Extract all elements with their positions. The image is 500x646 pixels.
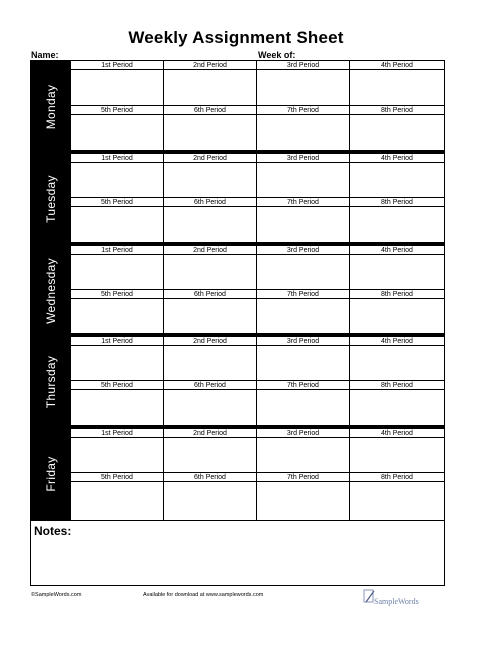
assignment-box[interactable] <box>257 115 350 153</box>
period-header: 6th Period <box>164 290 257 299</box>
period-header: 4th Period <box>350 61 444 70</box>
day-block-tuesday <box>31 153 444 245</box>
period-header: 2nd Period <box>164 429 257 438</box>
assignment-box[interactable] <box>350 346 444 381</box>
period-header: 7th Period <box>257 381 350 390</box>
period-header: 4th Period <box>350 337 444 346</box>
period-header: 8th Period <box>350 290 444 299</box>
period-header: 3rd Period <box>257 154 350 163</box>
period-header: 3rd Period <box>257 429 350 438</box>
period-header: 5th Period <box>71 381 164 390</box>
assignment-box[interactable] <box>71 70 164 106</box>
day-label <box>31 245 71 337</box>
period-header: 6th Period <box>164 381 257 390</box>
period-header: 6th Period <box>164 198 257 207</box>
assignment-box[interactable] <box>350 115 444 153</box>
period-header: 4th Period <box>350 154 444 163</box>
samplewords-logo <box>362 586 432 610</box>
assignment-box[interactable] <box>71 163 164 198</box>
period-header: 3rd Period <box>257 337 350 346</box>
period-header: 8th Period <box>350 198 444 207</box>
day-name: Thursday <box>44 355 58 409</box>
logo-text: SampleWords <box>374 597 419 606</box>
assignment-box[interactable] <box>257 163 350 198</box>
day-block-monday <box>31 61 444 153</box>
period-header: 2nd Period <box>164 61 257 70</box>
day-block-friday <box>31 428 444 520</box>
period-header: 8th Period <box>350 473 444 482</box>
assignment-box[interactable] <box>350 207 444 245</box>
assignment-box[interactable] <box>350 70 444 106</box>
assignment-box[interactable] <box>257 482 350 520</box>
assignment-box[interactable] <box>164 390 257 428</box>
assignment-box[interactable] <box>350 163 444 198</box>
assignment-box[interactable] <box>71 482 164 520</box>
assignment-box[interactable] <box>257 255 350 290</box>
period-header: 4th Period <box>350 429 444 438</box>
assignment-box[interactable] <box>71 115 164 153</box>
notes-area[interactable] <box>31 520 444 586</box>
day-label <box>31 336 71 428</box>
period-header: 7th Period <box>257 106 350 115</box>
period-header: 1st Period <box>71 61 164 70</box>
assignment-box[interactable] <box>164 438 257 473</box>
assignment-box[interactable] <box>71 207 164 245</box>
assignment-box[interactable] <box>164 163 257 198</box>
assignment-box[interactable] <box>164 482 257 520</box>
day-name: Monday <box>44 84 58 130</box>
period-header: 5th Period <box>71 198 164 207</box>
period-header: 7th Period <box>257 198 350 207</box>
period-header: 3rd Period <box>257 61 350 70</box>
period-header: 1st Period <box>71 337 164 346</box>
period-header: 2nd Period <box>164 337 257 346</box>
assignment-box[interactable] <box>164 346 257 381</box>
assignment-box[interactable] <box>257 70 350 106</box>
day-label <box>31 428 71 520</box>
period-header: 4th Period <box>350 246 444 255</box>
assignment-box[interactable] <box>350 390 444 428</box>
assignment-box[interactable] <box>257 390 350 428</box>
assignment-box[interactable] <box>257 346 350 381</box>
day-name: Tuesday <box>44 175 58 223</box>
period-header: 1st Period <box>71 246 164 255</box>
period-header: 5th Period <box>71 290 164 299</box>
page-title: Weekly Assignment Sheet <box>128 28 344 47</box>
assignment-box[interactable] <box>164 115 257 153</box>
day-block-thursday <box>31 336 444 428</box>
assignment-box[interactable] <box>257 438 350 473</box>
period-header: 3rd Period <box>257 246 350 255</box>
period-header: 7th Period <box>257 473 350 482</box>
period-header: 5th Period <box>71 473 164 482</box>
period-header: 2nd Period <box>164 246 257 255</box>
period-header: 8th Period <box>350 106 444 115</box>
assignment-box[interactable] <box>350 299 444 337</box>
assignment-box[interactable] <box>164 299 257 337</box>
assignment-box[interactable] <box>164 70 257 106</box>
period-header: 1st Period <box>71 154 164 163</box>
week-of-label: Week of: <box>258 50 296 60</box>
assignment-box[interactable] <box>71 438 164 473</box>
period-header: 6th Period <box>164 106 257 115</box>
assignment-grid <box>30 60 445 586</box>
assignment-box[interactable] <box>350 482 444 520</box>
period-header: 2nd Period <box>164 154 257 163</box>
day-name: Wednesday <box>44 258 58 324</box>
period-header: 7th Period <box>257 290 350 299</box>
assignment-box[interactable] <box>71 255 164 290</box>
assignment-box[interactable] <box>350 438 444 473</box>
notes-label: Notes: <box>34 524 72 538</box>
period-header: 6th Period <box>164 473 257 482</box>
period-header: 5th Period <box>71 106 164 115</box>
day-label <box>31 61 71 153</box>
footer-copyright: ©SampleWords.com <box>31 592 82 598</box>
assignment-box[interactable] <box>71 299 164 337</box>
assignment-box[interactable] <box>71 346 164 381</box>
assignment-box[interactable] <box>257 299 350 337</box>
assignment-box[interactable] <box>257 207 350 245</box>
period-header: 8th Period <box>350 381 444 390</box>
day-label <box>31 153 71 245</box>
day-block-wednesday <box>31 245 444 337</box>
period-header: 1st Period <box>71 429 164 438</box>
assignment-box[interactable] <box>350 255 444 290</box>
footer-download-note: Available for download at www.samplewords.com <box>143 592 264 598</box>
name-label: Name: <box>31 50 59 60</box>
assignment-box[interactable] <box>164 207 257 245</box>
day-name: Friday <box>44 456 58 492</box>
assignment-box[interactable] <box>164 255 257 290</box>
assignment-box[interactable] <box>71 390 164 428</box>
